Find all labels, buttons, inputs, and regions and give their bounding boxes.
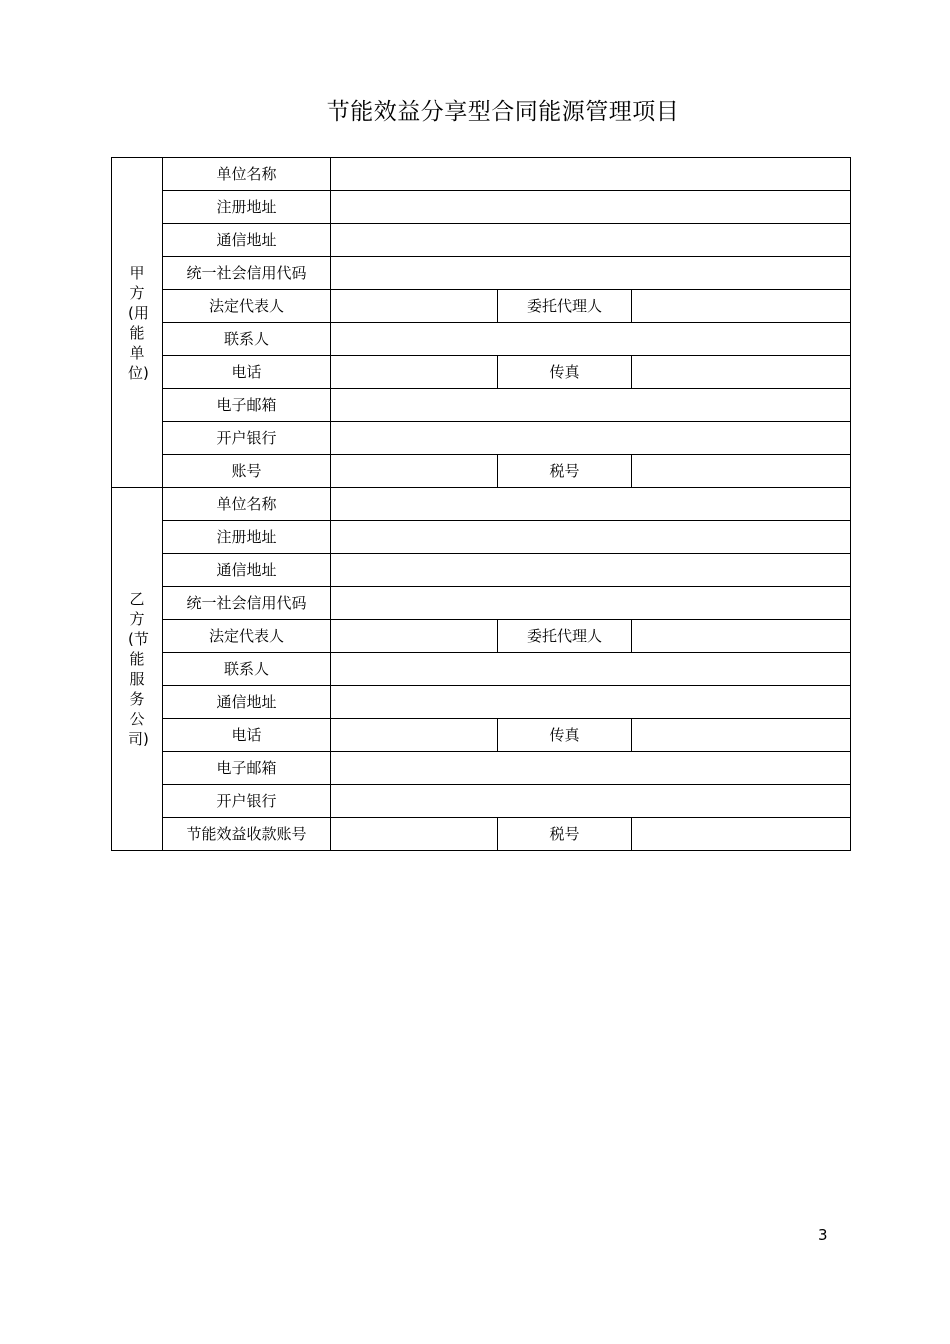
- table-row: [112, 686, 851, 719]
- party-a-phone-label: 电话: [163, 356, 331, 389]
- party-b-unit-name-label: 单位名称: [163, 488, 331, 521]
- party-b-bank-label: 开户银行: [163, 785, 331, 818]
- table-row: [112, 257, 851, 290]
- page-number: 3: [818, 1226, 828, 1244]
- party-b-tax-no-label: 税号: [498, 818, 632, 851]
- party-b-legal-rep-field[interactable]: [331, 620, 498, 653]
- party-b-header-text: 乙方(节能服务公司): [128, 590, 149, 748]
- party-a-agent-label: 委托代理人: [498, 290, 632, 323]
- party-a-registered-address-label: 注册地址: [163, 191, 331, 224]
- party-b-email-label: 电子邮箱: [163, 752, 331, 785]
- party-b-credit-code-label: 统一社会信用代码: [163, 587, 331, 620]
- party-a-tax-no-field[interactable]: [632, 455, 851, 488]
- party-a-contact-label: 联系人: [163, 323, 331, 356]
- table-row: [112, 818, 851, 851]
- party-b-contact-label: 联系人: [163, 653, 331, 686]
- table-row: [112, 587, 851, 620]
- party-b-header: [112, 488, 163, 851]
- party-a-fax-field[interactable]: [632, 356, 851, 389]
- party-b-bank-field[interactable]: [331, 785, 851, 818]
- party-b-benefit-account-label: 节能效益收款账号: [163, 818, 331, 851]
- party-b-fax-field[interactable]: [632, 719, 851, 752]
- party-a-mailing-address-label: 通信地址: [163, 224, 331, 257]
- party-a-phone-field[interactable]: [331, 356, 498, 389]
- party-a-fax-label: 传真: [498, 356, 632, 389]
- party-a-legal-rep-field[interactable]: [331, 290, 498, 323]
- party-b-phone-label: 电话: [163, 719, 331, 752]
- party-b-mailing-address-field[interactable]: [331, 554, 851, 587]
- table-row: [112, 356, 851, 389]
- table-row: [112, 389, 851, 422]
- party-a-unit-name-label: 单位名称: [163, 158, 331, 191]
- table-row: [112, 653, 851, 686]
- table-row: [112, 422, 851, 455]
- table-row: [112, 554, 851, 587]
- party-b-mailing-address-2-field[interactable]: [331, 686, 851, 719]
- table-row: [112, 455, 851, 488]
- party-b-credit-code-field[interactable]: [331, 587, 851, 620]
- party-b-email-field[interactable]: [331, 752, 851, 785]
- table-row: [112, 620, 851, 653]
- table-row: [112, 323, 851, 356]
- party-a-contact-field[interactable]: [331, 323, 851, 356]
- party-a-registered-address-field[interactable]: [331, 191, 851, 224]
- party-b-registered-address-label: 注册地址: [163, 521, 331, 554]
- party-a-mailing-address-field[interactable]: [331, 224, 851, 257]
- table-row: [112, 521, 851, 554]
- party-a-email-label: 电子邮箱: [163, 389, 331, 422]
- party-b-tax-no-field[interactable]: [632, 818, 851, 851]
- party-b-fax-label: 传真: [498, 719, 632, 752]
- party-a-header-text: 甲方(用能单位): [128, 263, 149, 382]
- table-row: [112, 224, 851, 257]
- table-row: [112, 719, 851, 752]
- party-b-unit-name-field[interactable]: [331, 488, 851, 521]
- party-a-legal-rep-label: 法定代表人: [163, 290, 331, 323]
- table-row: [112, 290, 851, 323]
- party-a-credit-code-label: 统一社会信用代码: [163, 257, 331, 290]
- table-row: [112, 191, 851, 224]
- party-a-bank-field[interactable]: [331, 422, 851, 455]
- party-a-credit-code-field[interactable]: [331, 257, 851, 290]
- party-a-account-field[interactable]: [331, 455, 498, 488]
- party-b-mailing-address-2-label: 通信地址: [163, 686, 331, 719]
- party-b-phone-field[interactable]: [331, 719, 498, 752]
- table-row: [112, 752, 851, 785]
- party-a-tax-no-label: 税号: [498, 455, 632, 488]
- party-a-bank-label: 开户银行: [163, 422, 331, 455]
- table-row: [112, 785, 851, 818]
- party-b-agent-field[interactable]: [632, 620, 851, 653]
- page-title: 节能效益分享型合同能源管理项目: [326, 99, 680, 125]
- party-b-legal-rep-label: 法定代表人: [163, 620, 331, 653]
- party-info-table: [111, 157, 851, 851]
- party-a-account-label: 账号: [163, 455, 331, 488]
- party-a-email-field[interactable]: [331, 389, 851, 422]
- party-b-agent-label: 委托代理人: [498, 620, 632, 653]
- party-a-agent-field[interactable]: [632, 290, 851, 323]
- table-row: [112, 158, 851, 191]
- party-b-contact-field[interactable]: [331, 653, 851, 686]
- party-b-registered-address-field[interactable]: [331, 521, 851, 554]
- party-a-header: [112, 158, 163, 488]
- party-b-mailing-address-label: 通信地址: [163, 554, 331, 587]
- party-a-unit-name-field[interactable]: [331, 158, 851, 191]
- party-b-benefit-account-field[interactable]: [331, 818, 498, 851]
- table-row: [112, 488, 851, 521]
